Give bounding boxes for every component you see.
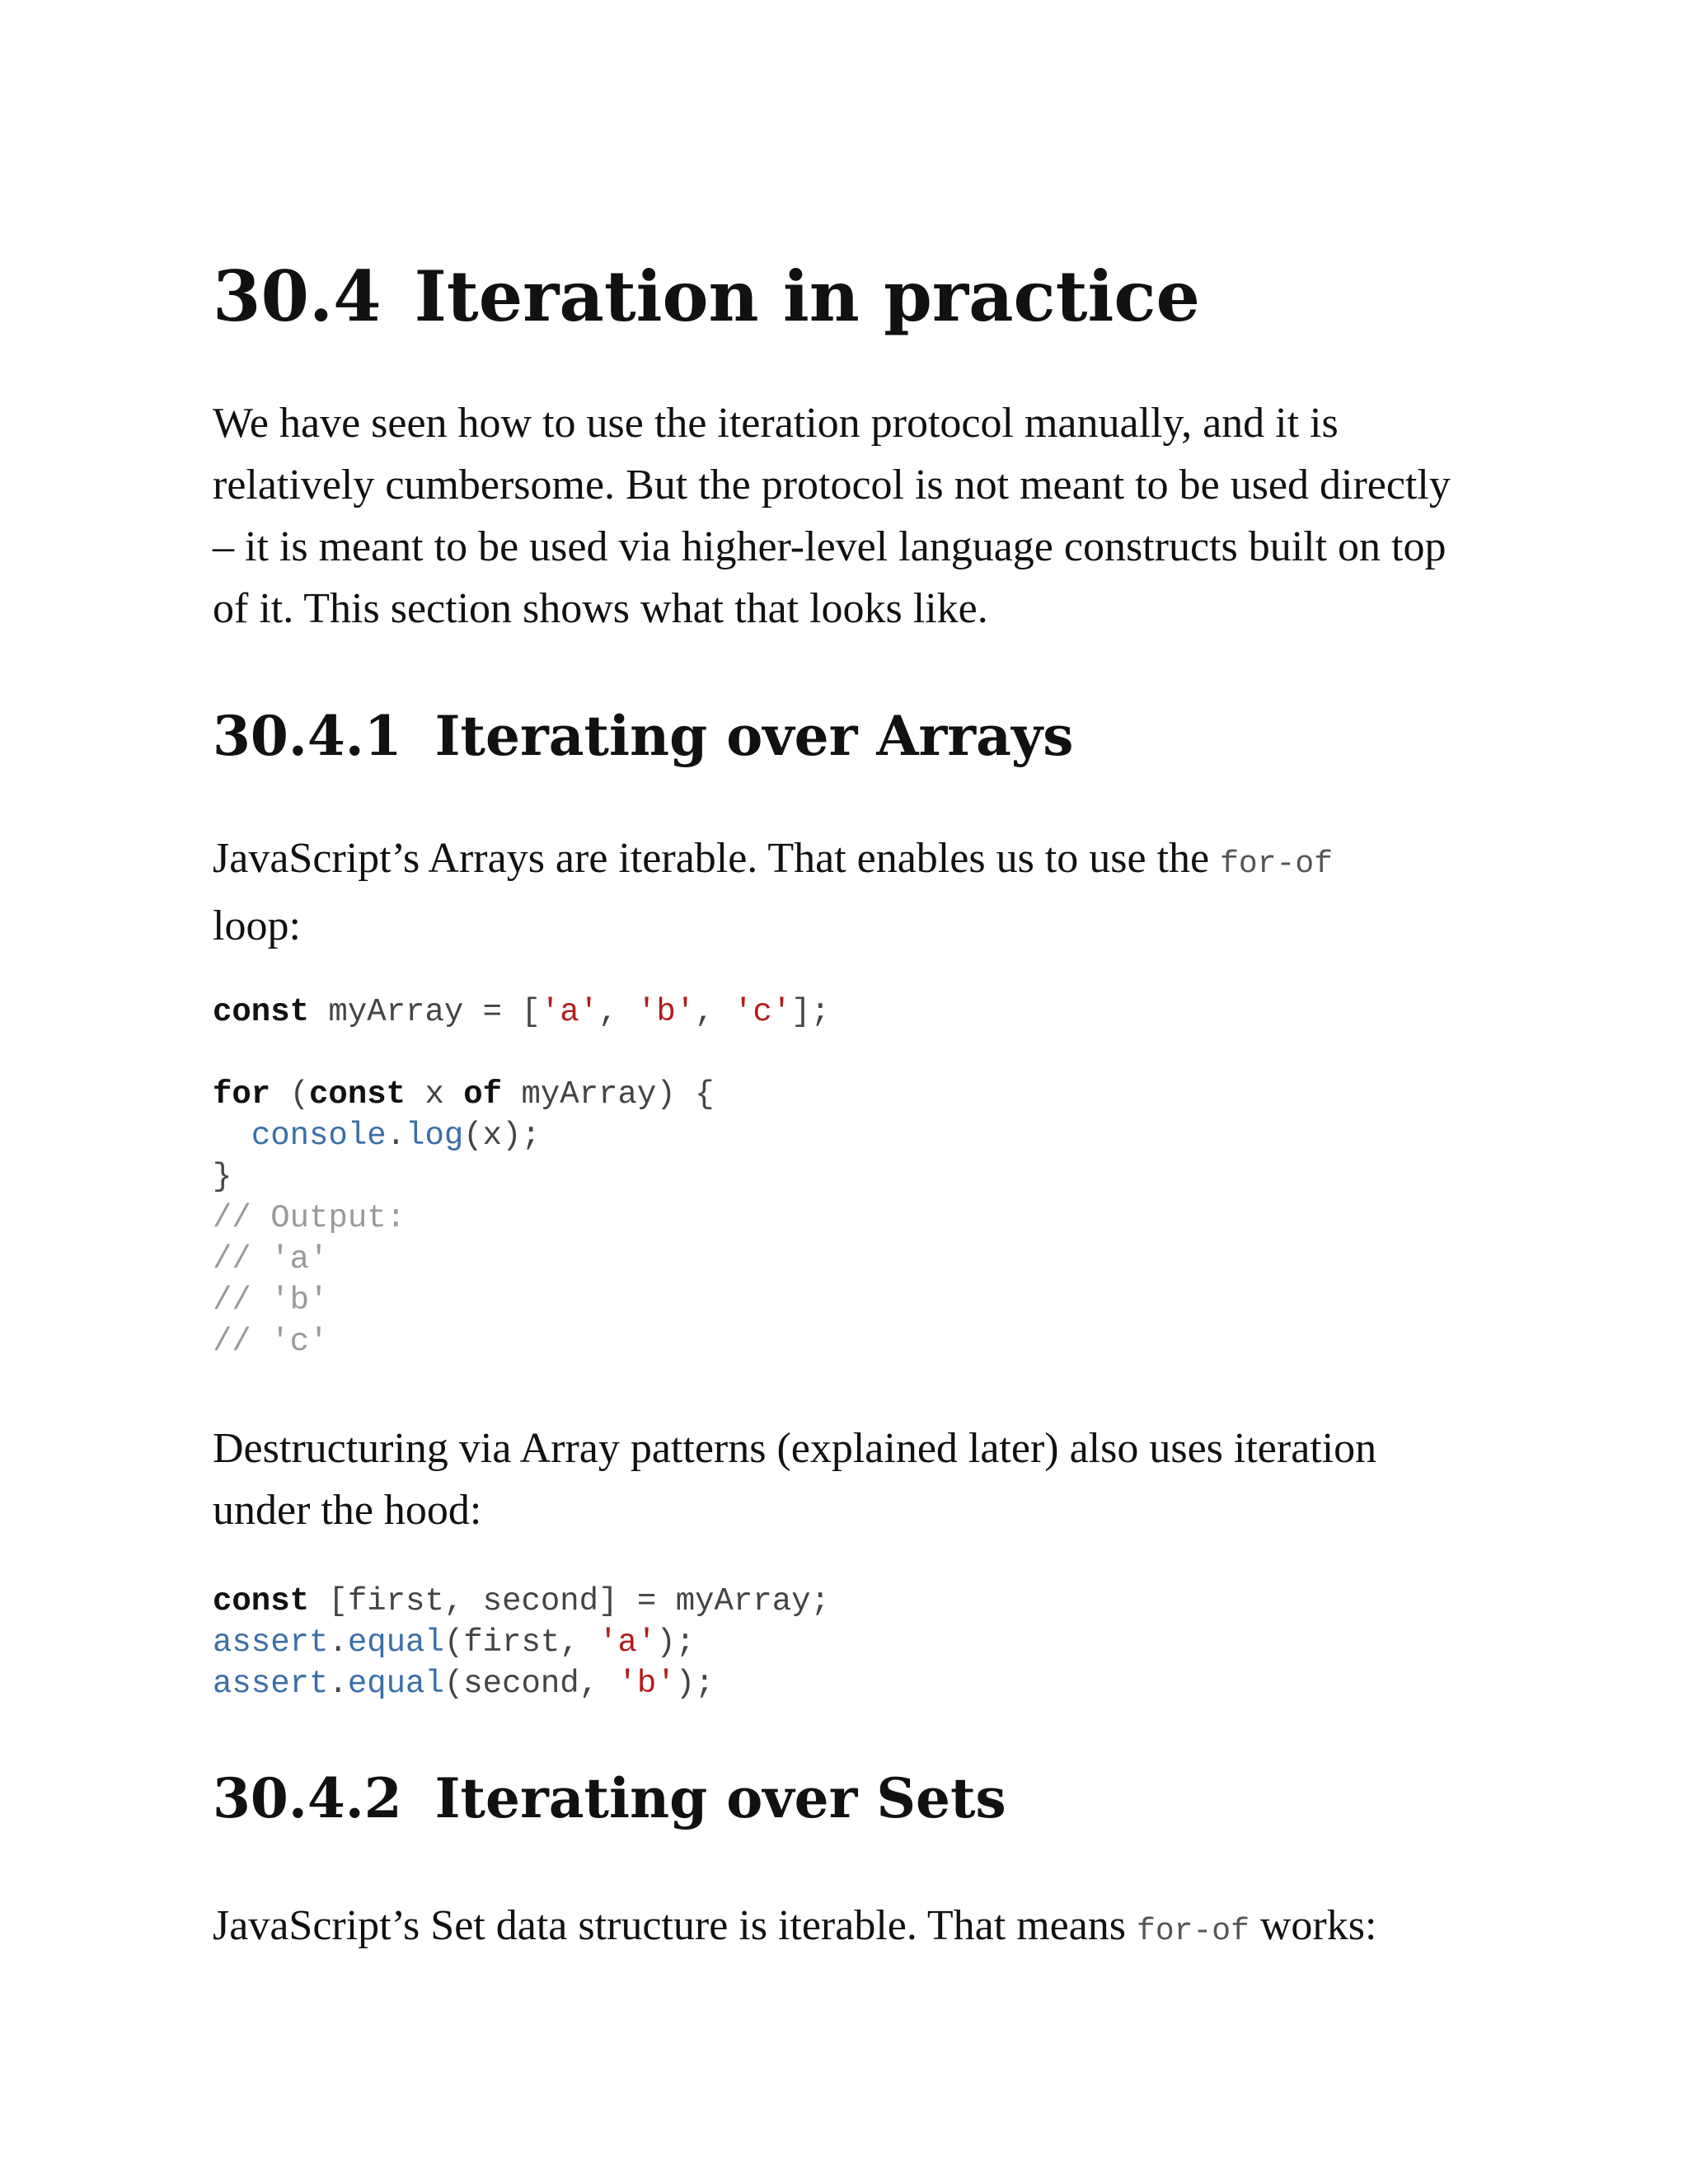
inline-code: for-of <box>1137 1914 1250 1949</box>
code-keyword: of <box>463 1076 503 1113</box>
inline-code: for-of <box>1220 846 1333 882</box>
code-keyword: const <box>213 1583 310 1619</box>
code-text: (first, <box>443 1624 599 1661</box>
code-text: , <box>695 994 734 1030</box>
code-comment: // Output: <box>213 1200 406 1236</box>
code-function: log <box>406 1118 464 1154</box>
code-string: 'b' <box>636 994 696 1030</box>
code-object: console <box>251 1118 387 1154</box>
sets-title: Iterating over Sets <box>434 1766 1006 1830</box>
code-keyword: const <box>213 994 310 1030</box>
code-comment: // 'b' <box>213 1282 329 1319</box>
code-text: [first, second] = myArray; <box>309 1583 830 1619</box>
section-heading <box>213 247 1200 346</box>
code-text: ( <box>270 1076 310 1113</box>
code-block-for-of <box>213 991 830 1362</box>
arrays-heading <box>213 695 1073 777</box>
code-keyword: const <box>309 1076 406 1113</box>
code-comment: // 'a' <box>213 1241 329 1277</box>
code-text: myArray) { <box>502 1076 715 1113</box>
code-string: 'c' <box>733 994 792 1030</box>
section-number: 30.4 <box>213 255 382 337</box>
code-text: . <box>386 1118 406 1154</box>
sets-number: 30.4.2 <box>213 1766 402 1830</box>
arrays-p1-tail: loop: <box>213 902 301 949</box>
code-text: (x); <box>463 1118 541 1154</box>
sets-heading <box>213 1757 1006 1840</box>
code-block-destructuring <box>213 1581 830 1704</box>
arrays-paragraph-2: Destructuring via Array patterns (explained later) also uses iteration under the hood: <box>213 1425 1377 1534</box>
code-text: myArray = [ <box>309 994 541 1030</box>
code-text: x <box>406 1076 464 1113</box>
code-text: . <box>328 1666 348 1702</box>
sets-paragraph-1 <box>213 1895 1482 1962</box>
code-function: equal <box>347 1666 444 1702</box>
code-object: assert <box>213 1624 329 1661</box>
code-comment: // 'c' <box>213 1324 329 1360</box>
code-string: 'b' <box>617 1666 676 1702</box>
code-object: assert <box>213 1666 329 1702</box>
code-text: . <box>328 1624 348 1661</box>
code-keyword: for <box>213 1076 271 1113</box>
arrays-p1-text: JavaScript’s Arrays are iterable. That enables us to use the <box>213 835 1221 882</box>
arrays-paragraph-1 <box>213 827 1482 957</box>
code-text: ]; <box>791 994 830 1030</box>
sets-p1-text: JavaScript’s Set data structure is iterable. That means <box>213 1902 1137 1949</box>
code-text: ); <box>675 1666 715 1702</box>
arrays-number: 30.4.1 <box>213 704 402 768</box>
code-string: 'a' <box>598 1624 657 1661</box>
code-function: equal <box>347 1624 444 1661</box>
code-text: (second, <box>443 1666 618 1702</box>
section-title: Iteration in practice <box>414 255 1200 337</box>
intro-paragraph: We have seen how to use the iteration protocol manually, and it is relatively cumbersome. But the protocol is not meant to be used directly – it is meant to be used via higher-level language constructs built on top of it. This section shows what that looks like. <box>213 400 1451 632</box>
sets-p1-tail: works: <box>1249 1902 1377 1949</box>
code-text: } <box>213 1159 232 1195</box>
code-string: 'a' <box>540 994 599 1030</box>
code-text: , <box>598 994 637 1030</box>
code-text: ); <box>656 1624 696 1661</box>
code-indent <box>213 1118 251 1154</box>
arrays-title: Iterating over Arrays <box>434 704 1074 768</box>
